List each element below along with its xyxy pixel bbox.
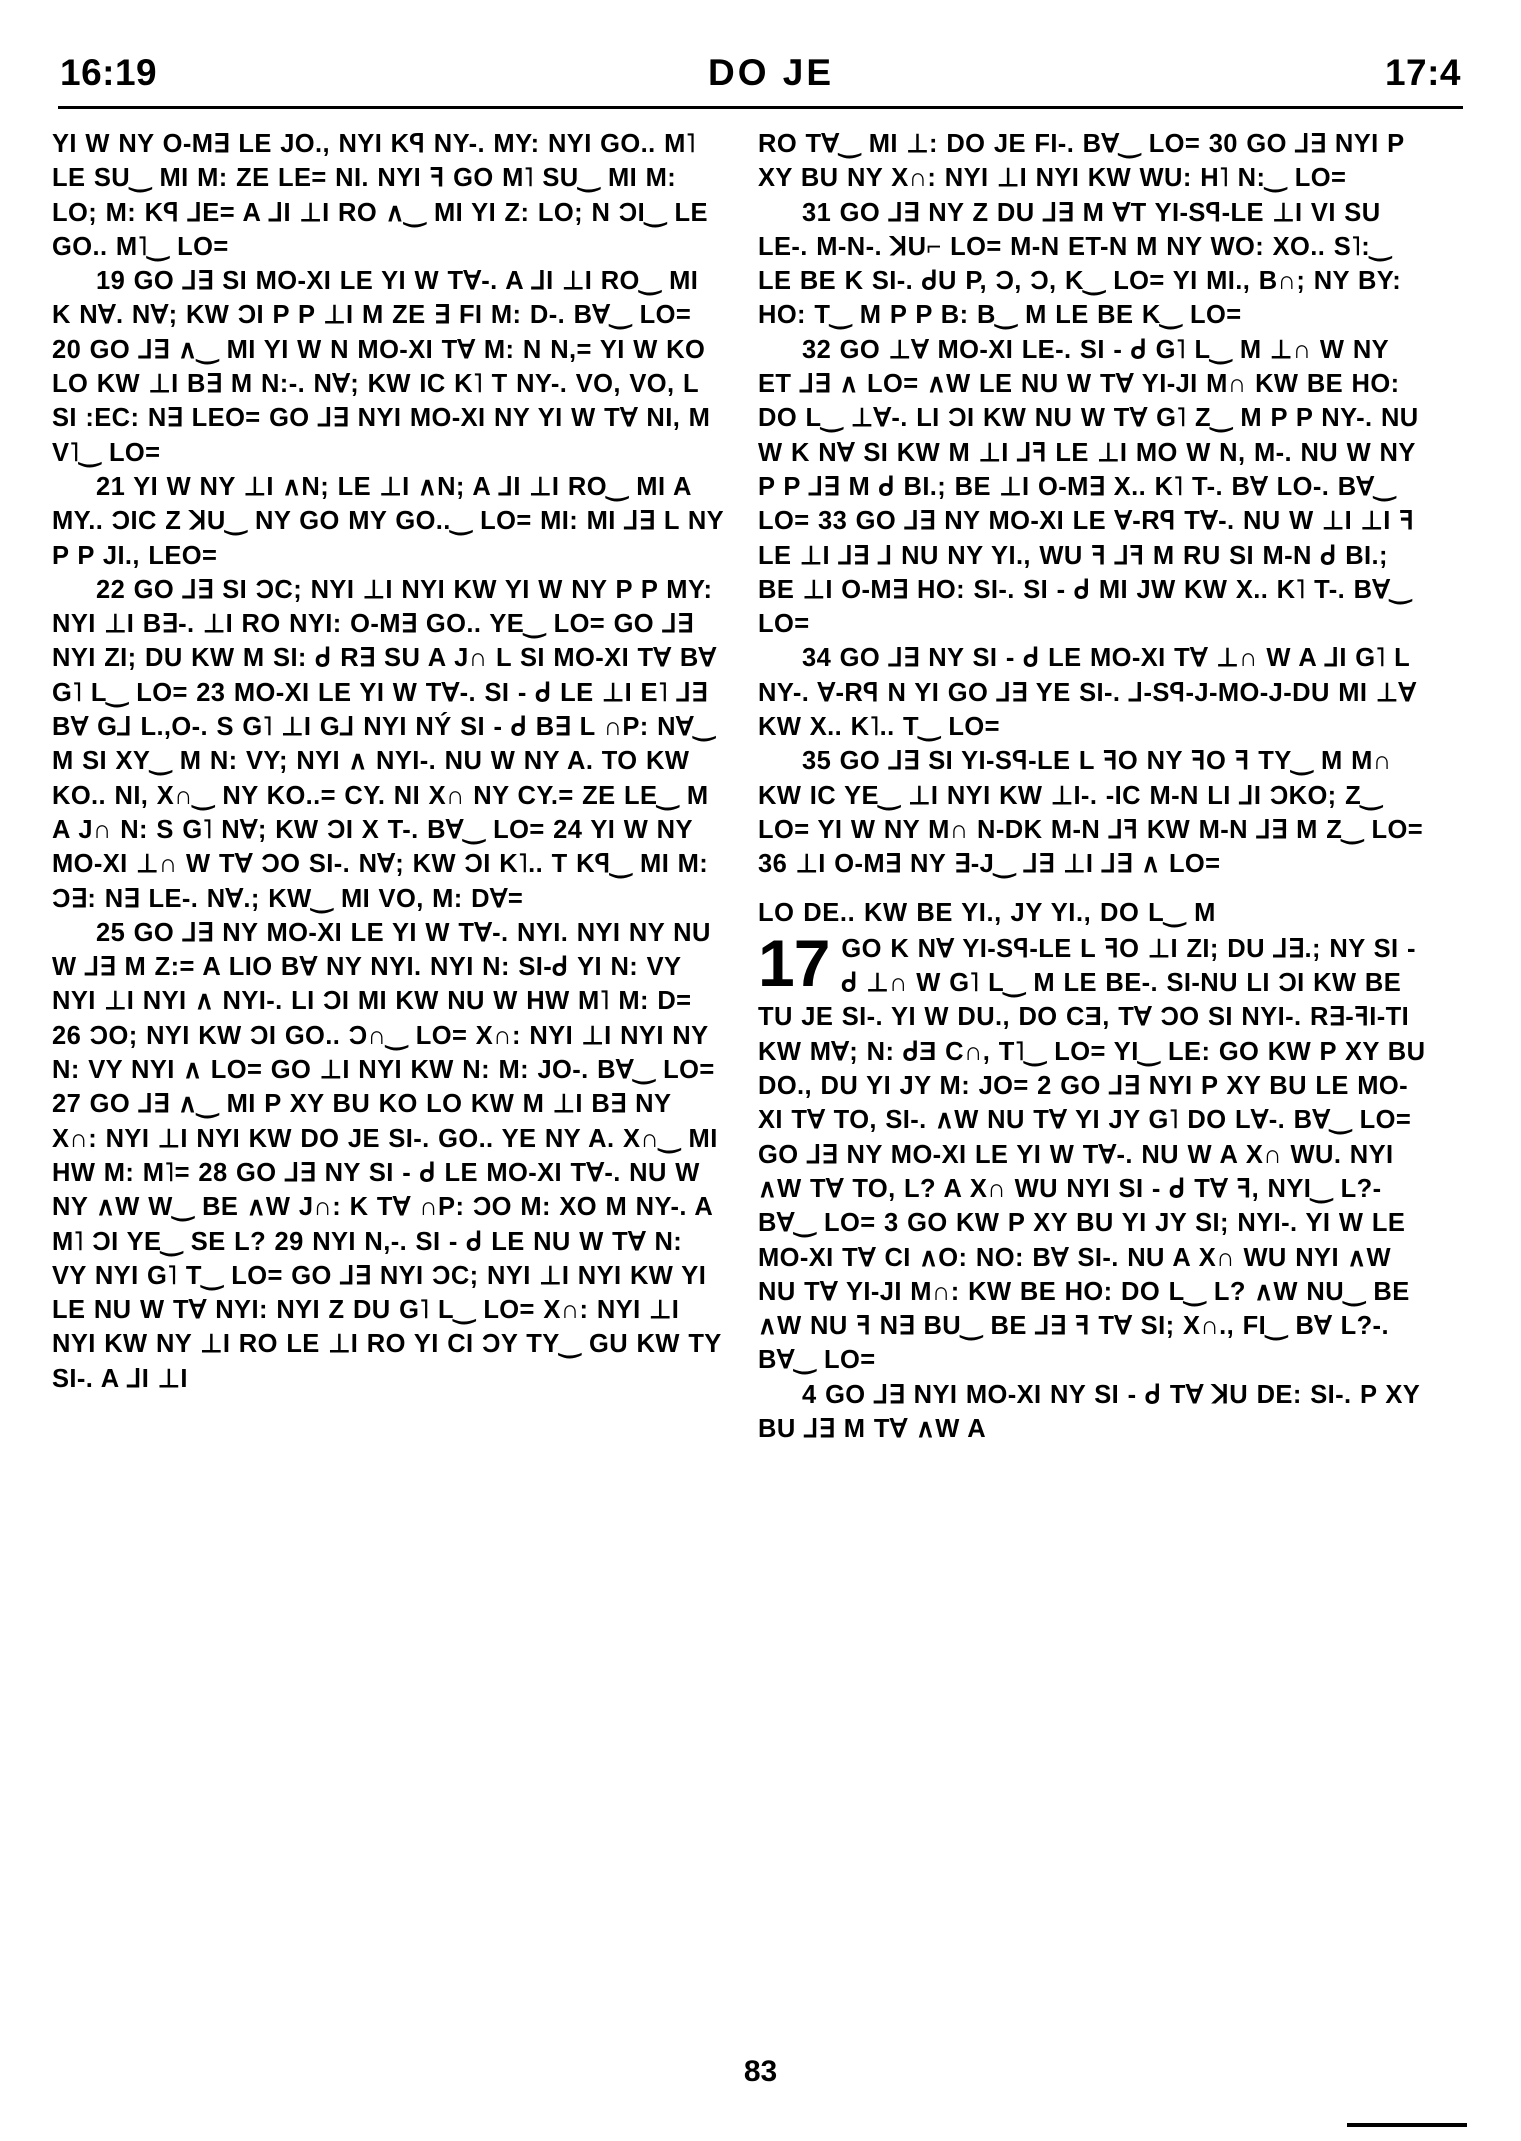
paragraph: 4 GO ⅃∃ NYI MO-XI NY SI - ᑯ T∀ ꓘU DE: SI-. P XY BU ⅃∃ M T∀ ∧W A — [758, 1380, 1420, 1443]
paragraph: YI W NY O-M∃ LE JO., NYI Kꟼ NY-. MY: NYI GO.. M˥ LE SU‿ MI M: ZE LE= NI. NYI ꟻ GO M˥ SU‿ MI M: LO; M: Kꟼ ⅃E= A ⅃I ⊥I RO ∧‿ MI YI Z: LO; N ƆI‿ LE GO.. M˥‿ LO= — [52, 130, 708, 261]
paragraph: GO K N∀ YI-Sꟼ-LE L ꟻO ⊥I ZI; DU ⅃∃.; NY SI - ᑯ ⊥∩ W G˥ L‿ M LE BE-. SI-NU LI ƆI KW BE TU JE SI-. YI W DU., DO CƎ, T∀ ƆO SI NYI-. R∃-ꟻI-TI KW M∀; N: ᑯƎ C∩, T˥‿ LO= YI‿ LE: GO KW P XY BU DO., DU YI JY M: JO= 2 GO ⅃∃ NYI P XY BU LE MO-XI T∀ TO, SI-. ∧W NU T∀ YI JY G˥ DO L∀-. B∀‿ LO= GO ⅃∃ NY MO-XI LE YI W T∀-. NU W A X∩ WU. NYI ∧W T∀ TO, L? A X∩ WU NYI SI - ᑯ T∀ ꟻ, NYI‿ L?- B∀‿ LO= 3 GO KW P XY BU YI JY SI; NYI-. YI W LE MO-XI T∀ CI ∧O: NO: B∀ SI-. NU A X∩ WU NYI ∧W NU T∀ YI-JI M∩: KW BE HO: DO L‿ L? ∧W NU‿ BE ∧W NU ꟻ N∃ BU‿ BE ⅃∃ ꟻ T∀ SI; X∩., FI‿ B∀ L?-. B∀‿ LO= — [758, 934, 1426, 1375]
running-head-left-ref: 16:19 — [60, 52, 158, 93]
chapter-number-dropcap: 17 — [758, 925, 830, 1000]
page-number: 83 — [743, 2055, 778, 2088]
running-head — [52, 52, 1469, 94]
bottom-edge-mark — [1347, 2123, 1467, 2127]
right-column — [758, 127, 1430, 1446]
paragraph: 32 GO ⊥∀ MO-XI LE-. SI - ᑯ G˥ L‿ M ⊥∩ W NY ET ⅃∃ ∧ LO= ∧W LE NU W T∀ YI-JI M∩ KW BE HO: DO L‿ ⊥∀-. LI ƆI KW NU W T∀ G˥ Z‿ M P P NY-. NU W K N∀ SI KW M ⊥I ⅃ꟻ LE ⊥I MO W N, M-. NU W NY P P ⅃∃ M ᑯ BI.; BE ⊥I O-M∃ X.. K˥ T-. B∀ LO-. B∀‿ LO= 33 GO ⅃∃ NY MO-XI LE ∀-Rꟼ T∀-. NU W ⊥I ⊥I ꟻ LE ⊥I ⅃∃ ⅃ NU NY YI., WU ꟻ ⅃ꟻ M RU SI M-N ᑯ BI.; BE ⊥I O-M∃ HO: SI-. SI - ᑯ MI JW KW X.. K˥ T-. B∀‿ LO= — [758, 335, 1419, 639]
running-head-right-ref: 17:4 — [1384, 52, 1461, 93]
body-columns — [52, 127, 1469, 1446]
header-rule — [58, 106, 1463, 109]
paragraph: 21 YI W NY ⊥I ∧N; LE ⊥I ∧N; A ⅃I ⊥I RO‿ MI A MY.. ƆIC Z ꓘU‿ NY GO MY GO..‿ LO= MI: MI ⅃∃ L NY P P JI., LEO= — [52, 472, 724, 570]
paragraph: 25 GO ⅃∃ NY MO-XI LE YI W T∀-. NYI. NYI NY NU W ⅃∃ M Z:= A LIO B∀ NY NYI. NYI N: SI-ᑯ YI N: VY NYI ⊥I NYI ∧ NYI-. LI ƆI MI KW NU W HW M˥ M: D= 26 ƆO; NYI KW ƆI GO.. Ɔ∩‿ LO= X∩: NYI ⊥I NYI NY N: VY NYI ∧ LO= GO ⊥I NYI KW N: M: JO-. B∀‿ LO= 27 GO ⅃∃ ∧‿ MI P XY BU KO LO KW M ⊥I B∃ NY X∩: NYI ⊥I NYI KW DO JE SI-. GO.. YE NY A. X∩‿ MI HW M: M˥= 28 GO ⅃∃ NY SI - ᑯ LE MO-XI T∀-. NU W NY ∧W W‿ BE ∧W J∩: K T∀ ∩P: ƆO M: XO M NY-. A M˥ ƆI YE‿ SE L? 29 NYI N,-. SI - ᑯ LE NU W T∀ N: VY NYI G˥ T‿ LO= GO ⅃∃ NYI ƆC; NYI ⊥I NYI KW YI LE NU W T∀ NYI: NYI Z DU G˥ L‿ LO= X∩: NYI ⊥I NYI KW NY ⊥I RO LE ⊥I RO YI CI ƆY TY‿ GU KW TY SI-. A ⅃I ⊥I — [52, 918, 722, 1393]
paragraph: 31 GO ⅃∃ NY Z DU ⅃∃ M ∀T YI-Sꟼ-LE ⊥I VI SU LE-. M-N-. ꓘU⌐ LO= M-N ET-N M NY WO: XO.. S˥:‿ LE BE K SI-. ᑯU P, Ɔ, Ɔ, K‿ LO= YI MI., B∩; NY BY: HO: T‿ M P P B: B‿ M LE BE K‿ LO= — [758, 198, 1402, 330]
paragraph: 19 GO ⅃∃ SI MO-XI LE YI W T∀-. A ⅃I ⊥I RO‿ MI K N∀. N∀; KW ƆI P P ⊥I M ZE ∃ FI M: D-. B∀‿ LO= 20 GO ⅃∃ ∧‿ MI YI W N MO-XI T∀ M: N N,= YI W KO LO KW ⊥I B∃ M N:-. N∀; KW IC K˥ T NY-. VO, VO, L SI :EC: N∃ LEO= GO ⅃∃ NYI MO-XI NY YI W T∀ NI, M V˥‿ LO= — [52, 267, 711, 467]
left-column — [52, 127, 724, 1396]
paragraph: 34 GO ⅃∃ NY SI - ᑯ LE MO-XI T∀ ⊥∩ W A ⅃I G˥ L NY-. ∀-Rꟼ N YI GO ⅃∃ YE SI-. ⅃-Sꟼ-J-MO-J-DU MI ⊥∀ KW X.. K˥.. T‿ LO= — [758, 644, 1417, 742]
paragraph: 22 GO ⅃∃ SI ƆC; NYI ⊥I NYI KW YI W NY P P MY: NYI ⊥I B∃-. ⊥I RO NYI: O-M∃ GO.. YE‿ LO= GO ⅃∃ NYI ZI; DU KW M SI: ᑯ R∃ SU A J∩ L SI MO-XI T∀ B∀ G˥ L‿ LO= 23 MO-XI LE YI W T∀-. SI - ᑯ LE ⊥I E˥ ⅃∃ B∀ G⅃ L.,O-. S G˥ ⊥I G⅃ NYI NÝ SI - ᑯ B∃ L ∩P: N∀‿ M SI XY‿ M N: VY; NYI ∧ NYI-. NU W NY A. TO KW KO.. NI, X∩‿ NY KO..= CY. NI X∩ NY CY.= ZE LE‿ M A J∩ N: S G˥ N∀; KW ƆI X T-. B∀‿ LO= 24 YI W NY MO-XI ⊥∩ W T∀ ƆO SI-. N∀; KW ƆI K˥.. T Kꟼ‿ MI M: Ɔ∃: N∃ LE-. N∀.; KW‿ MI VO, M: D∀= — [52, 575, 717, 913]
chapter-heading: LO DE.. KW BE YI., JY YI., DO L‿ M — [758, 898, 1216, 927]
running-head-title: DO JE — [708, 52, 835, 93]
chapter-opening-block — [758, 925, 1430, 1378]
paragraph: 35 GO ⅃∃ SI YI-Sꟼ-LE L ꟻO NY ꟻO ꟻ TY‿ M M∩ KW IC YE‿ ⊥I NYI KW ⊥I-. -IC M-N LI ⅃I ƆKO; Z‿ LO= YI W NY M∩ N-DK M-N ⅃ꟻ KW M-N ⅃∃ M Z‿ LO= 36 ⊥I O-M∃ NY ∃-J‿ ⅃∃ ⊥I ⅃∃ ∧ LO= — [758, 747, 1424, 879]
paragraph: RO T∀‿ MI ⊥: DO JE FI-. B∀‿ LO= 30 GO ⅃∃ NYI P XY BU NY X∩: NYI ⊥I NYI KW WU: H˥ N:‿ LO= — [758, 130, 1405, 193]
